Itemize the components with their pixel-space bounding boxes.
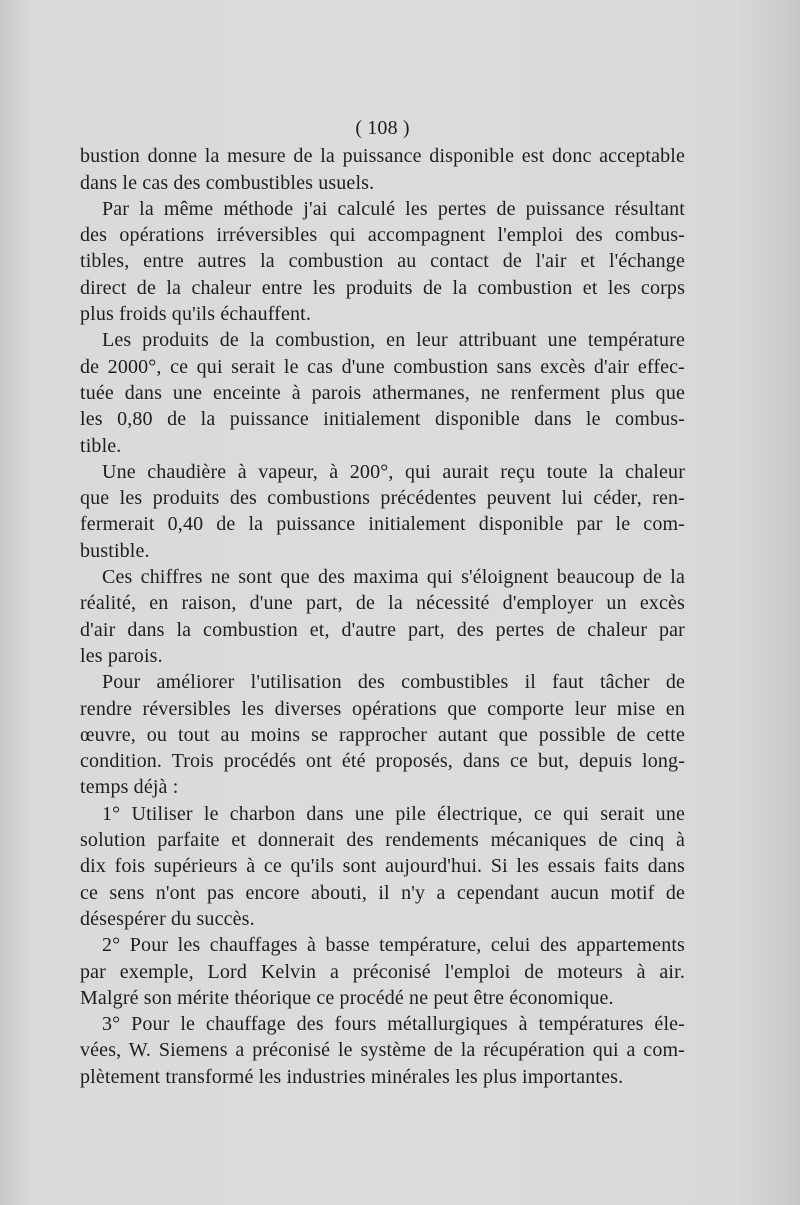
paragraph-2 bbox=[80, 327, 685, 458]
text-line: dans le cas des combustibles usuels. bbox=[80, 171, 375, 194]
text-line: vées, W. Siemens a préconisé le système de la récupération qui a com- bbox=[80, 1039, 685, 1062]
paragraph-1 bbox=[80, 196, 685, 327]
text-line: Par la même méthode j'ai calculé les pertes de puissance résultant bbox=[102, 197, 685, 220]
text-line: Pour améliorer l'utilisation des combustibles il faut tâcher de bbox=[102, 671, 685, 694]
text-line: Malgré son mérite théorique ce procédé ne peut être économique. bbox=[80, 986, 614, 1009]
text-line: dix fois supérieurs à ce qu'ils sont aujourd'hui. Si les essais faits dans bbox=[80, 855, 685, 878]
text-line: les 0,80 de la puissance initialement disponible dans le combus- bbox=[80, 408, 685, 431]
text-line: œuvre, ou tout au moins se rapprocher autant que possible de cette bbox=[80, 723, 685, 746]
text-line: direct de la chaleur entre les produits de la combustion et les corps bbox=[80, 276, 685, 299]
paragraph-3 bbox=[80, 459, 685, 564]
text-line: plus froids qu'ils échauffent. bbox=[80, 303, 312, 326]
paragraph-8 bbox=[80, 1011, 685, 1090]
text-line: désespérer du succès. bbox=[80, 907, 255, 930]
text-line: ce sens n'ont pas encore abouti, il n'y a cependant aucun motif de bbox=[80, 881, 685, 904]
text-line: que les produits des combustions précédentes peuvent lui céder, ren- bbox=[80, 487, 685, 510]
paragraph-6 bbox=[80, 801, 685, 932]
text-line: 1° Utiliser le charbon dans une pile électrique, ce qui serait une bbox=[102, 802, 685, 825]
text-line: plètement transformé les industries minérales les plus importantes. bbox=[80, 1065, 624, 1088]
paragraph-0 bbox=[80, 143, 685, 196]
text-line: Les produits de la combustion, en leur attribuant une température bbox=[102, 329, 685, 352]
paragraph-7 bbox=[80, 932, 685, 1011]
text-line: d'air dans la combustion et, d'autre part, des pertes de chaleur par bbox=[80, 618, 685, 641]
text-line: des opérations irréversibles qui accompagnent l'emploi des combus- bbox=[80, 224, 685, 247]
paragraph-5 bbox=[80, 669, 685, 800]
paragraph-4 bbox=[80, 564, 685, 669]
text-line: 2° Pour les chauffages à basse température, celui des appartements bbox=[102, 934, 685, 957]
page-text bbox=[80, 115, 685, 1090]
text-line: tuée dans une enceinte à parois athermanes, ne renferment plus que bbox=[80, 381, 685, 404]
text-line: rendre réversibles les diverses opérations que comporte leur mise en bbox=[80, 697, 685, 720]
text-line: fermerait 0,40 de la puissance initialement disponible par le com- bbox=[80, 513, 685, 536]
text-line: Ces chiffres ne sont que des maxima qui s'éloignent beaucoup de la bbox=[102, 566, 685, 589]
text-line: bustion donne la mesure de la puissance disponible est donc acceptable bbox=[80, 145, 685, 168]
text-line: bustible. bbox=[80, 539, 150, 562]
text-line: 3° Pour le chauffage des fours métallurgiques à températures éle- bbox=[102, 1013, 685, 1036]
text-line: tibles, entre autres la combustion au contact de l'air et l'échange bbox=[80, 250, 685, 273]
text-line: réalité, en raison, d'une part, de la nécessité d'employer un excès bbox=[80, 592, 685, 615]
page-number: ( 108 ) bbox=[355, 117, 410, 139]
text-line: solution parfaite et donnerait des rendements mécaniques de cinq à bbox=[80, 829, 685, 852]
text-line: condition. Trois procédés ont été proposés, dans ce but, depuis long- bbox=[80, 750, 685, 773]
text-line: de 2000°, ce qui serait le cas d'une combustion sans excès d'air effec- bbox=[80, 355, 685, 378]
text-line: par exemple, Lord Kelvin a préconisé l'emploi de moteurs à air. bbox=[80, 960, 685, 983]
text-line: temps déjà : bbox=[80, 776, 179, 799]
text-line: Une chaudière à vapeur, à 200°, qui aurait reçu toute la chaleur bbox=[102, 460, 685, 483]
text-line: tible. bbox=[80, 434, 122, 457]
text-line: les parois. bbox=[80, 644, 163, 667]
